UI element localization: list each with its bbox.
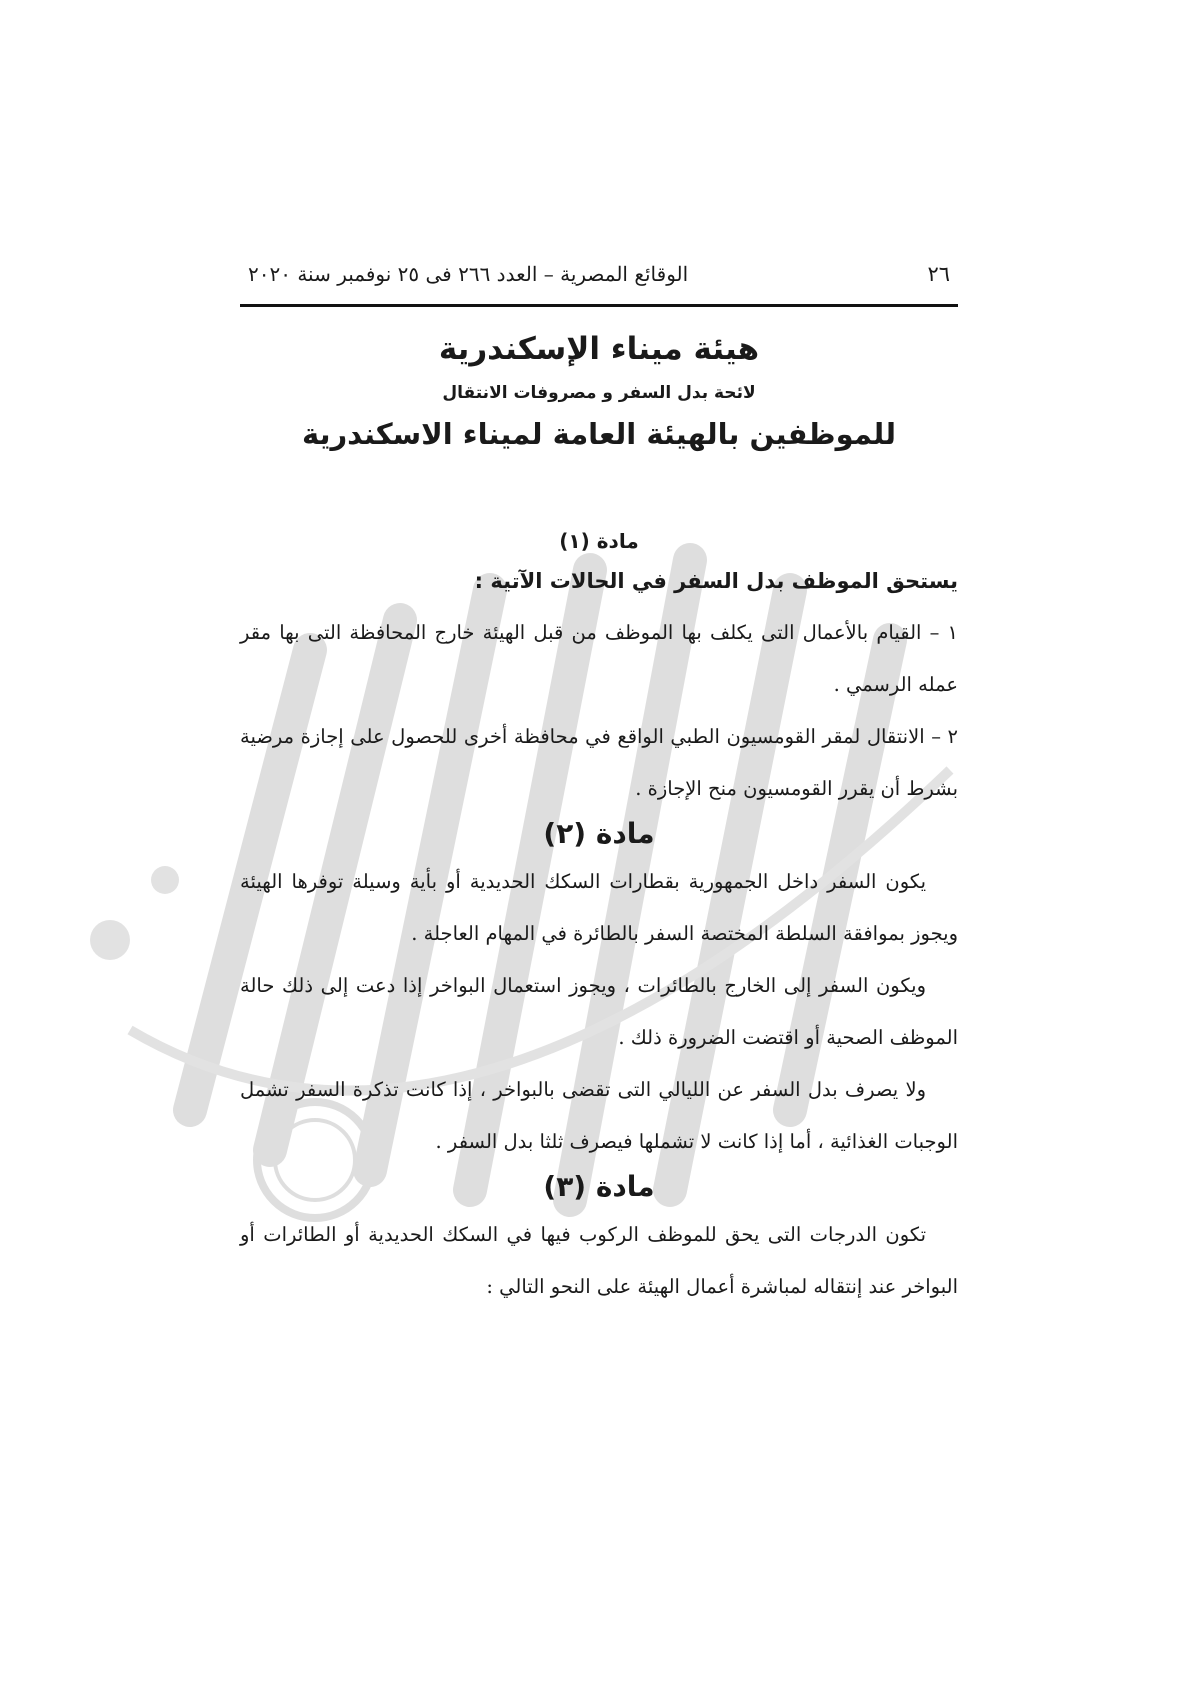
article-2-paragraph-1: يكون السفر داخل الجمهورية بقطارات السكك الحديدية أو بأية وسيلة توفرها الهيئة ويجوز بموافقة السلطة المختصة السفر بالطائرة في المهام العاجلة . (240, 870, 958, 945)
article-1-lead: يستحق الموظف بدل السفر في الحالات الآتية : (474, 569, 958, 593)
running-header (240, 262, 958, 286)
regulation-subtitle: للموظفين بالهيئة العامة لميناء الاسكندرية (302, 417, 896, 451)
document-content (240, 262, 958, 1313)
article-3-paragraph-1: تكون الدرجات التى يحق للموظف الركوب فيها في السكك الحديدية أو الطائرات أو البواخر عند إنتقاله لمباشرة أعمال الهيئة على النحو التالي : (240, 1223, 958, 1298)
article-2-heading: مادة (٢) (543, 817, 655, 850)
article-3-heading: مادة (٣) (543, 1170, 655, 1203)
article-1-paragraph-1: ١ – القيام بالأعمال التى يكلف بها الموظف من قبل الهيئة خارج المحافظة التى بها مقر عمله الرسمي . (240, 621, 958, 696)
regulation-title: لائحة بدل السفر و مصروفات الانتقال (442, 383, 756, 403)
authority-title: هيئة ميناء الإسكندرية (438, 331, 760, 367)
article-1-paragraph-2: ٢ – الانتقال لمقر القومسيون الطبي الواقع في محافظة أخرى للحصول على إجازة مرضية بشرط أن يقرر القومسيون منح الإجازة . (240, 725, 958, 800)
article-2-paragraph-3: ولا يصرف بدل السفر عن الليالي التى تقضى بالبواخر ، إذا كانت تذكرة السفر تشمل الوجبات الغذائية ، أما إذا كانت لا تشملها فيصرف ثلثا بدل السفر . (240, 1078, 958, 1153)
header-divider (240, 304, 958, 307)
article-1-heading: مادة (١) (559, 529, 639, 553)
article-2-paragraph-2: ويكون السفر إلى الخارج بالطائرات ، ويجوز استعمال البواخر إذا دعت إلى ذلك حالة الموظف الصحية أو اقتضت الضرورة ذلك . (240, 974, 958, 1049)
page-number: ٢٦ (927, 262, 950, 286)
publication-title: الوقائع المصرية – العدد ٢٦٦ فى ٢٥ نوفمبر سنة ٢٠٢٠ (248, 262, 689, 286)
